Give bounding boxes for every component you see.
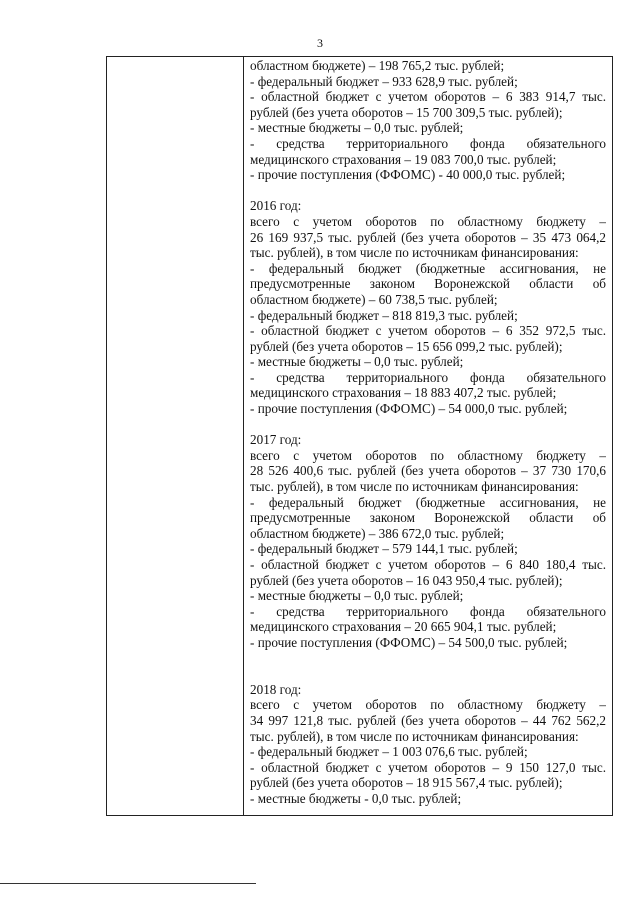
text-line: - местные бюджеты – 0,0 тыс. рублей; — [250, 120, 464, 136]
page-number: 3 — [317, 36, 323, 50]
text-line: тыс. рублей), в том числе по источникам финансирования: — [250, 728, 579, 744]
footer-rule — [0, 883, 256, 884]
blank-line — [250, 417, 606, 433]
text-line: рублей (без учета оборотов – 18 915 567,4 тыс. рублей); — [250, 775, 563, 791]
text-line: областном бюджете) – 60 738,5 тыс. рублей; — [250, 291, 498, 307]
table-right-cell — [244, 56, 613, 816]
financing-table — [106, 56, 613, 816]
text-line: - средства территориального фонда обязательного — [250, 603, 606, 619]
text-line: - федеральный бюджет – 818 819,3 тыс. рублей; — [250, 307, 518, 323]
text-line: предусмотренные законом Воронежской области об — [250, 510, 606, 526]
table-left-cell — [106, 56, 244, 816]
text-line: - местные бюджеты - 0,0 тыс. рублей; — [250, 790, 462, 806]
text-line: 28 526 400,6 тыс. рублей (без учета оборотов – 37 730 170,6 — [250, 463, 606, 479]
text-line: - прочие поступления (ФФОМС) – 54 500,0 тыс. рублей; — [250, 634, 568, 650]
text-line: медицинского страхования – 20 665 904,1 тыс. рублей; — [250, 619, 557, 635]
blank-line — [250, 666, 606, 682]
text-line: - средства территориального фонда обязательного — [250, 135, 606, 151]
text-line: - федеральный бюджет (бюджетные ассигнования, не — [250, 260, 606, 276]
text-line: медицинского страхования – 19 083 700,0 тыс. рублей; — [250, 151, 557, 167]
text-line: 2016 год: — [250, 198, 302, 214]
text-line: медицинского страхования – 18 883 407,2 тыс. рублей; — [250, 385, 557, 401]
text-line: рублей (без учета оборотов – 15 700 309,5 тыс. рублей); — [250, 104, 563, 120]
text-line: всего с учетом оборотов по областному бюджету – — [250, 447, 606, 463]
text-line: - местные бюджеты – 0,0 тыс. рублей; — [250, 354, 464, 370]
text-line: рублей (без учета оборотов – 15 656 099,2 тыс. рублей); — [250, 338, 563, 354]
text-line: - федеральный бюджет – 579 144,1 тыс. рублей; — [250, 541, 518, 557]
text-line: 26 169 937,5 тыс. рублей (без учета оборотов – 35 473 064,2 — [250, 229, 606, 245]
text-line: - областной бюджет с учетом оборотов – 6 840 180,4 тыс. — [250, 557, 606, 572]
text-line: предусмотренные законом Воронежской области об — [250, 276, 606, 292]
text-line: - прочие поступления (ФФОМС) – 54 000,0 тыс. рублей; — [250, 401, 568, 417]
text-line: 34 997 121,8 тыс. рублей (без учета оборотов – 44 762 562,2 — [250, 712, 606, 728]
text-line: всего с учетом оборотов по областному бюджету – — [250, 213, 606, 229]
text-line: тыс. рублей), в том числе по источникам финансирования: — [250, 245, 579, 261]
text-line: - федеральный бюджет (бюджетные ассигнования, не — [250, 494, 606, 510]
text-line: - федеральный бюджет – 933 628,9 тыс. рублей; — [250, 73, 518, 89]
text-line: тыс. рублей), в том числе по источникам финансирования: — [250, 479, 579, 495]
text-line: 2017 год: — [250, 432, 302, 448]
text-line: - областной бюджет с учетом оборотов – 6 383 914,7 тыс. — [250, 89, 606, 105]
text-line: - средства территориального фонда обязательного — [250, 369, 606, 385]
text-line: - областной бюджет с учетом оборотов – 9 150 127,0 тыс. — [250, 759, 606, 775]
text-line: - прочие поступления (ФФОМС) - 40 000,0 тыс. рублей; — [250, 167, 566, 183]
text-line: 2018 год: — [250, 681, 302, 697]
blank-line — [250, 651, 606, 667]
text-line: областном бюджете) – 386 672,0 тыс. рублей; — [250, 525, 505, 541]
text-line: всего с учетом оборотов по областному бюджету – — [250, 697, 606, 713]
text-line: - федеральный бюджет – 1 003 076,6 тыс. рублей; — [250, 744, 528, 760]
blank-line — [250, 183, 606, 199]
text-line: - местные бюджеты – 0,0 тыс. рублей; — [250, 588, 464, 604]
text-line: - областной бюджет с учетом оборотов – 6 352 972,5 тыс. — [250, 323, 606, 339]
text-line: рублей (без учета оборотов – 16 043 950,4 тыс. рублей); — [250, 572, 563, 588]
text-line: областном бюджете) – 198 765,2 тыс. рублей; — [250, 58, 505, 73]
